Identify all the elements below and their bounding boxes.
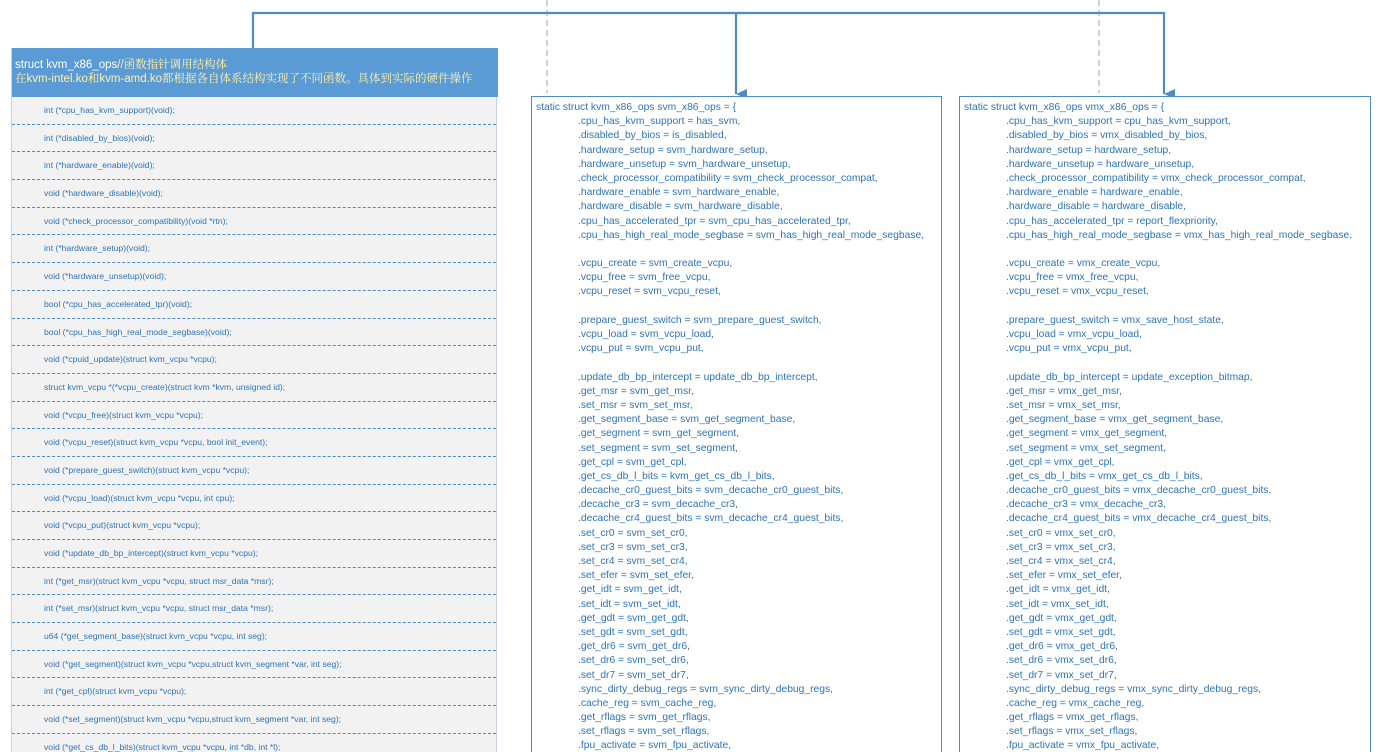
struct-name: struct kvm_x86_ops	[15, 59, 118, 71]
svm-ops-line: .set_rflags = svm_set_rflags,	[578, 726, 710, 738]
svm-ops-line: .vcpu_put = svm_vcpu_put,	[578, 343, 704, 355]
vmx-ops-line: .cache_reg = vmx_cache_reg,	[1006, 697, 1145, 709]
vmx-ops-line	[964, 356, 1370, 370]
svm-ops-line: .decache_cr0_guest_bits = svm_decache_cr0_guest_bits,	[578, 485, 844, 497]
svm-ops-line: .set_gdt = svm_set_gdt,	[578, 626, 688, 638]
svm-ops-line: .get_idt = svm_get_idt,	[578, 584, 682, 596]
svm-ops-line: .cpu_has_kvm_support = has_svm,	[578, 116, 741, 128]
svm-x86-ops-box	[531, 96, 942, 752]
vmx-ops-line: .set_cr0 = vmx_set_cr0,	[1006, 527, 1116, 539]
vmx-ops-line: .set_segment = vmx_set_segment,	[1006, 442, 1166, 454]
struct-field-row: int (*disabled_by_bios)(void);	[12, 125, 496, 153]
struct-field-row: void (*vcpu_free)(struct kvm_vcpu *vcpu);	[12, 402, 496, 430]
vmx-ops-line	[964, 300, 1370, 314]
vmx-ops-line: .decache_cr4_guest_bits = vmx_decache_cr4_guest_bits,	[1006, 513, 1272, 525]
svm-ops-line: .disabled_by_bios = is_disabled,	[578, 130, 727, 142]
vmx-ops-lines	[964, 115, 1370, 752]
svm-ops-line: .set_idt = svm_set_idt,	[578, 598, 681, 610]
svm-ops-lines	[536, 115, 941, 752]
vmx-ops-line: .get_idt = vmx_get_idt,	[1006, 584, 1110, 596]
vmx-ops-line: .update_db_bp_intercept = update_exception_bitmap,	[1006, 371, 1253, 383]
svm-ops-line: .check_processor_compatibility = svm_check_processor_compat,	[578, 172, 878, 184]
struct-kvm-x86-ops-box	[11, 48, 497, 752]
vmx-ops-line: .hardware_unsetup = hardware_unsetup,	[1006, 158, 1195, 170]
struct-field-row: void (*update_db_bp_intercept)(struct kvm_vcpu *vcpu);	[12, 540, 496, 568]
svm-ops-line: .cpu_has_accelerated_tpr = svm_cpu_has_accelerated_tpr,	[578, 215, 851, 227]
struct-field-row: bool (*cpu_has_accelerated_tpr)(void);	[12, 291, 496, 319]
vmx-ops-line: .fpu_activate = vmx_fpu_activate,	[1006, 740, 1160, 752]
svm-ops-line: .set_msr = svm_set_msr,	[578, 399, 693, 411]
svm-ops-line: .vcpu_free = svm_free_vcpu,	[578, 272, 711, 284]
vmx-ops-line	[964, 243, 1370, 257]
connector-struct-to-vmx	[736, 13, 1164, 94]
struct-description: 在kvm-intel.ko和kvm-amd.ko都根据各自体系结构实现了不同函数。具体到实际的硬件操作	[15, 73, 473, 85]
svm-ops-line: .get_cs_db_l_bits = kvm_get_cs_db_l_bits,	[578, 470, 775, 482]
struct-field-row: void (*hardware_unsetup)(void);	[12, 263, 496, 291]
struct-field-row: void (*vcpu_put)(struct kvm_vcpu *vcpu);	[12, 512, 496, 540]
svm-ops-line: .get_cpl = svm_get_cpl,	[578, 456, 687, 468]
vmx-ops-line: .get_segment = vmx_get_segment,	[1006, 428, 1168, 440]
svm-ops-line	[536, 356, 941, 370]
vmx-ops-line: .set_idt = vmx_set_idt,	[1006, 598, 1109, 610]
struct-field-row: void (*prepare_guest_switch)(struct kvm_vcpu *vcpu);	[12, 457, 496, 485]
struct-field-row: void (*vcpu_reset)(struct kvm_vcpu *vcpu, bool init_event);	[12, 429, 496, 457]
svm-ops-line: .sync_dirty_debug_regs = svm_sync_dirty_debug_regs,	[578, 683, 833, 695]
svm-ops-line: .set_dr6 = svm_set_dr6,	[578, 655, 689, 667]
struct-field-row: void (*get_cs_db_l_bits)(struct kvm_vcpu *vcpu, int *db, int *l);	[12, 734, 496, 752]
vmx-ops-line: .vcpu_free = vmx_free_vcpu,	[1006, 272, 1139, 284]
struct-field-row: void (*vcpu_load)(struct kvm_vcpu *vcpu, int cpu);	[12, 485, 496, 513]
vmx-ops-line: .hardware_enable = hardware_enable,	[1006, 187, 1183, 199]
svm-ops-line: .decache_cr4_guest_bits = svm_decache_cr4_guest_bits,	[578, 513, 844, 525]
vmx-ops-line: .get_segment_base = vmx_get_segment_base,	[1006, 414, 1224, 426]
svm-ops-line: .get_rflags = svm_get_rflags,	[578, 712, 711, 724]
struct-field-row: int (*hardware_setup)(void);	[12, 235, 496, 263]
vmx-ops-line: .set_msr = vmx_set_msr,	[1006, 399, 1121, 411]
svm-ops-line: .set_cr4 = svm_set_cr4,	[578, 556, 688, 568]
vmx-ops-line: .set_gdt = vmx_set_gdt,	[1006, 626, 1116, 638]
svm-ops-line: .hardware_setup = svm_hardware_setup,	[578, 144, 768, 156]
vmx-ops-line: .set_cr3 = vmx_set_cr3,	[1006, 541, 1116, 553]
svm-ops-line	[536, 243, 941, 257]
vmx-ops-line: .vcpu_reset = vmx_vcpu_reset,	[1006, 286, 1149, 298]
vmx-ops-line: .get_dr6 = vmx_get_dr6,	[1006, 641, 1118, 653]
vmx-ops-line: .set_rflags = vmx_set_rflags,	[1006, 726, 1138, 738]
struct-field-row: void (*set_segment)(struct kvm_vcpu *vcpu,struct kvm_segment *var, int seg);	[12, 706, 496, 734]
svm-ops-line: .vcpu_load = svm_vcpu_load,	[578, 329, 714, 341]
svm-ops-line: .update_db_bp_intercept = update_db_bp_intercept,	[578, 371, 818, 383]
vmx-ops-line: .cpu_has_kvm_support = cpu_has_kvm_support,	[1006, 116, 1231, 128]
struct-header	[12, 48, 498, 97]
svm-ops-line: .cpu_has_high_real_mode_segbase = svm_has_high_real_mode_segbase,	[578, 229, 925, 241]
svm-ops-line: .hardware_enable = svm_hardware_enable,	[578, 187, 780, 199]
svm-ops-line: .set_cr0 = svm_set_cr0,	[578, 527, 688, 539]
svm-ops-line: .cache_reg = svm_cache_reg,	[578, 697, 717, 709]
svm-ops-header: static struct kvm_x86_ops svm_x86_ops = {	[536, 102, 737, 113]
svm-ops-line: .hardware_disable = svm_hardware_disable,	[578, 201, 783, 213]
struct-header-line-1	[15, 58, 498, 72]
struct-field-row: int (*get_cpl)(struct kvm_vcpu *vcpu);	[12, 678, 496, 706]
vmx-ops-line: .hardware_setup = hardware_setup,	[1006, 144, 1172, 156]
vmx-ops-line: .vcpu_create = vmx_create_vcpu,	[1006, 258, 1161, 270]
svm-ops-line: .get_dr6 = svm_get_dr6,	[578, 641, 690, 653]
svm-ops-line: .get_msr = svm_get_msr,	[578, 385, 694, 397]
struct-field-row: int (*set_msr)(struct kvm_vcpu *vcpu, struct msr_data *msr);	[12, 595, 496, 623]
vmx-ops-line: .cpu_has_accelerated_tpr = report_flexpriority,	[1006, 215, 1218, 227]
struct-field-row: bool (*cpu_has_high_real_mode_segbase)(void);	[12, 319, 496, 347]
vmx-ops-line: .get_rflags = vmx_get_rflags,	[1006, 712, 1139, 724]
svm-ops-line: .vcpu_reset = svm_vcpu_reset,	[578, 286, 721, 298]
vmx-ops-header: static struct kvm_x86_ops vmx_x86_ops = {	[964, 102, 1165, 113]
struct-field-row: void (*cpuid_update)(struct kvm_vcpu *vcpu);	[12, 346, 496, 374]
svm-ops-line: .get_gdt = svm_get_gdt,	[578, 612, 689, 624]
vmx-ops-line: .set_dr7 = vmx_set_dr7,	[1006, 669, 1117, 681]
svm-ops-line: .fpu_activate = svm_fpu_activate,	[578, 740, 732, 752]
svm-ops-line: .get_segment = svm_get_segment,	[578, 428, 740, 440]
struct-field-row: int (*hardware_enable)(void);	[12, 152, 496, 180]
svm-ops-line: .set_dr7 = svm_set_dr7,	[578, 669, 689, 681]
svm-ops-line: .decache_cr3 = svm_decache_cr3,	[578, 499, 738, 511]
vmx-ops-line: .get_gdt = vmx_get_gdt,	[1006, 612, 1117, 624]
vmx-ops-line: .hardware_disable = hardware_disable,	[1006, 201, 1187, 213]
struct-field-row: void (*hardware_disable)(void);	[12, 180, 496, 208]
struct-field-list	[12, 97, 496, 752]
struct-field-row: void (*get_segment)(struct kvm_vcpu *vcpu,struct kvm_segment *var, int seg);	[12, 651, 496, 679]
svm-ops-line: .get_segment_base = svm_get_segment_base,	[578, 414, 796, 426]
vmx-ops-line: .check_processor_compatibility = vmx_check_processor_compat,	[1006, 172, 1306, 184]
vmx-ops-line: .get_cs_db_l_bits = vmx_get_cs_db_l_bits,	[1006, 470, 1203, 482]
vmx-ops-line: .decache_cr3 = vmx_decache_cr3,	[1006, 499, 1166, 511]
vmx-ops-line: .get_cpl = vmx_get_cpl,	[1006, 456, 1115, 468]
struct-field-row: int (*get_msr)(struct kvm_vcpu *vcpu, struct msr_data *msr);	[12, 568, 496, 596]
vmx-x86-ops-box	[959, 96, 1371, 752]
vmx-ops-line: .set_dr6 = vmx_set_dr6,	[1006, 655, 1117, 667]
vmx-ops-line: .get_msr = vmx_get_msr,	[1006, 385, 1122, 397]
svm-ops-line: .vcpu_create = svm_create_vcpu,	[578, 258, 733, 270]
vmx-ops-line: .set_efer = vmx_set_efer,	[1006, 570, 1122, 582]
vmx-ops-line: .decache_cr0_guest_bits = vmx_decache_cr0_guest_bits,	[1006, 485, 1272, 497]
vmx-ops-line: .disabled_by_bios = vmx_disabled_by_bios,	[1006, 130, 1208, 142]
svm-ops-line: .prepare_guest_switch = svm_prepare_guest_switch,	[578, 314, 822, 326]
struct-field-row: u64 (*get_segment_base)(struct kvm_vcpu *vcpu, int seg);	[12, 623, 496, 651]
vmx-ops-line: .vcpu_put = vmx_vcpu_put,	[1006, 343, 1132, 355]
svm-ops-line: .hardware_unsetup = svm_hardware_unsetup,	[578, 158, 791, 170]
svm-ops-line: .set_cr3 = svm_set_cr3,	[578, 541, 688, 553]
struct-field-row: int (*cpu_has_kvm_support)(void);	[12, 97, 496, 125]
vmx-ops-line: .cpu_has_high_real_mode_segbase = vmx_has_high_real_mode_segbase,	[1006, 229, 1353, 241]
vmx-ops-line: .set_cr4 = vmx_set_cr4,	[1006, 556, 1116, 568]
svm-ops-line: .set_segment = svm_set_segment,	[578, 442, 738, 454]
struct-field-row: void (*check_processor_compatibility)(void *rtn);	[12, 208, 496, 236]
struct-comment: //函数指针调用结构体	[117, 59, 228, 71]
vmx-ops-line: .prepare_guest_switch = vmx_save_host_state,	[1006, 314, 1224, 326]
vmx-ops-line: .sync_dirty_debug_regs = vmx_sync_dirty_debug_regs,	[1006, 683, 1261, 695]
struct-field-row: struct kvm_vcpu *(*vcpu_create)(struct kvm *kvm, unsigned id);	[12, 374, 496, 402]
vmx-ops-line: .vcpu_load = vmx_vcpu_load,	[1006, 329, 1142, 341]
svm-ops-line	[536, 300, 941, 314]
svm-ops-line: .set_efer = svm_set_efer,	[578, 570, 694, 582]
